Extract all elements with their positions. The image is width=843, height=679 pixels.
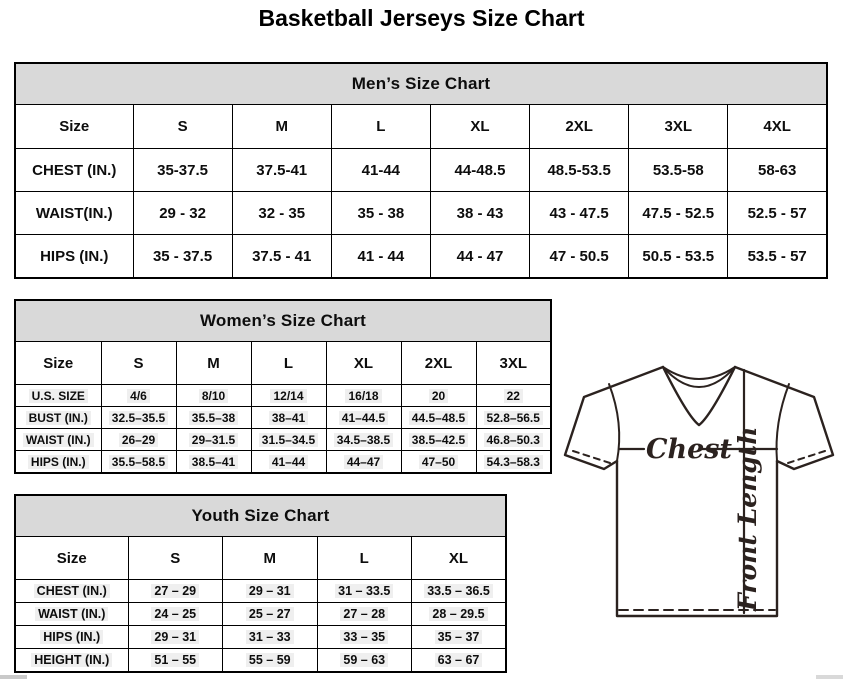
highlighted-text: 27 – 29 — [151, 584, 199, 598]
size-cell — [476, 407, 551, 429]
column-header: XL — [326, 342, 401, 385]
size-cell — [251, 429, 326, 451]
highlighted-text: 41–44 — [269, 455, 308, 469]
highlighted-text: 59 – 63 — [340, 653, 388, 667]
size-cell: 44 - 47 — [430, 235, 529, 279]
size-cell — [401, 429, 476, 451]
size-cell — [223, 580, 318, 603]
highlighted-text: 4/6 — [127, 389, 150, 403]
size-cell — [412, 580, 507, 603]
size-cell — [326, 429, 401, 451]
table-title: Men’s Size Chart — [15, 63, 827, 105]
column-header: M — [176, 342, 251, 385]
womens-size-chart-table — [14, 299, 552, 474]
highlighted-text: 29 – 31 — [151, 630, 199, 644]
size-table — [14, 494, 507, 673]
left-sleeve-cuff-dash — [573, 451, 610, 463]
column-header: 4XL — [728, 105, 827, 149]
size-cell: 58-63 — [728, 149, 827, 192]
highlighted-text: WAIST (IN.) — [23, 433, 94, 447]
highlighted-text: 27 – 28 — [340, 607, 388, 621]
size-cell — [326, 407, 401, 429]
size-cell — [326, 451, 401, 474]
size-cell — [128, 580, 223, 603]
size-cell — [412, 626, 507, 649]
highlighted-text: 47–50 — [419, 455, 458, 469]
size-cell — [101, 429, 176, 451]
row-label — [15, 407, 101, 429]
highlighted-text: 31 – 33.5 — [335, 584, 393, 598]
column-header: M — [232, 105, 331, 149]
highlighted-text: HIPS (IN.) — [40, 630, 103, 644]
size-cell — [101, 451, 176, 474]
size-cell — [223, 603, 318, 626]
size-cell: 38 - 43 — [430, 192, 529, 235]
highlighted-text: 41–44.5 — [339, 411, 388, 425]
size-cell — [176, 451, 251, 474]
size-cell — [251, 451, 326, 474]
highlighted-text: 25 – 27 — [246, 607, 294, 621]
table-title: Youth Size Chart — [15, 495, 506, 537]
highlighted-text: 8/10 — [199, 389, 228, 403]
highlighted-text: 35 – 37 — [435, 630, 483, 644]
row-label: HIPS (IN.) — [15, 235, 133, 279]
size-cell — [476, 451, 551, 474]
row-label — [15, 429, 101, 451]
highlighted-text: 16/18 — [345, 389, 381, 403]
highlighted-text: HIPS (IN.) — [28, 455, 89, 469]
column-header: 3XL — [629, 105, 728, 149]
size-cell — [128, 626, 223, 649]
size-cell — [326, 385, 401, 407]
size-cell — [476, 385, 551, 407]
row-label — [15, 626, 128, 649]
column-header: Size — [15, 105, 133, 149]
size-cell: 35 - 37.5 — [133, 235, 232, 279]
page-edge-artifact-right — [816, 675, 843, 679]
size-table — [14, 299, 552, 474]
size-cell: 29 - 32 — [133, 192, 232, 235]
collar-v-outline — [663, 367, 735, 425]
column-header: S — [133, 105, 232, 149]
row-label — [15, 603, 128, 626]
column-header: XL — [412, 537, 507, 580]
column-header: S — [128, 537, 223, 580]
front-length-label: Front Length — [733, 426, 762, 611]
highlighted-text: 29–31.5 — [189, 433, 238, 447]
column-header: L — [331, 105, 430, 149]
column-header: Size — [15, 342, 101, 385]
highlighted-text: BUST (IN.) — [26, 411, 91, 425]
highlighted-text: 29 – 31 — [246, 584, 294, 598]
highlighted-text: 35.5–58.5 — [109, 455, 168, 469]
row-label: CHEST (IN.) — [15, 149, 133, 192]
highlighted-text: WAIST (IN.) — [35, 607, 108, 621]
column-header: 3XL — [476, 342, 551, 385]
highlighted-text: 33.5 – 36.5 — [424, 584, 493, 598]
highlighted-text: 44–47 — [344, 455, 383, 469]
size-cell: 50.5 - 53.5 — [629, 235, 728, 279]
highlighted-text: 38.5–41 — [189, 455, 238, 469]
left-armhole-seam — [609, 384, 619, 461]
row-label: WAIST(IN.) — [15, 192, 133, 235]
jersey-measurement-diagram — [560, 360, 840, 630]
highlighted-text: 26–29 — [119, 433, 158, 447]
column-header: M — [223, 537, 318, 580]
column-header: L — [251, 342, 326, 385]
size-cell: 53.5 - 57 — [728, 235, 827, 279]
page-edge-artifact-left — [0, 675, 27, 679]
highlighted-text: 51 – 55 — [151, 653, 199, 667]
right-armhole-seam — [777, 384, 790, 461]
size-cell — [101, 385, 176, 407]
row-label — [15, 385, 101, 407]
size-cell — [176, 385, 251, 407]
size-cell: 53.5-58 — [629, 149, 728, 192]
column-header: Size — [15, 537, 128, 580]
column-header: L — [317, 537, 412, 580]
row-label — [15, 451, 101, 474]
highlighted-text: 32.5–35.5 — [109, 411, 168, 425]
right-sleeve-cuff-dash — [788, 451, 825, 463]
highlighted-text: 46.8–50.3 — [484, 433, 543, 447]
size-cell — [176, 429, 251, 451]
size-cell: 52.5 - 57 — [728, 192, 827, 235]
highlighted-text: 55 – 59 — [246, 653, 294, 667]
size-cell — [476, 429, 551, 451]
page-title: Basketball Jerseys Size Chart — [258, 5, 585, 31]
column-header: 2XL — [401, 342, 476, 385]
highlighted-text: 31 – 33 — [246, 630, 294, 644]
highlighted-text: U.S. SIZE — [29, 389, 88, 403]
table-title: Women’s Size Chart — [15, 300, 551, 342]
column-header: XL — [430, 105, 529, 149]
size-cell — [317, 603, 412, 626]
column-header: 2XL — [530, 105, 629, 149]
size-cell — [401, 407, 476, 429]
size-cell — [128, 649, 223, 673]
size-cell — [128, 603, 223, 626]
size-cell — [223, 649, 318, 673]
size-cell: 44-48.5 — [430, 149, 529, 192]
highlighted-text: 12/14 — [270, 389, 306, 403]
size-cell — [251, 407, 326, 429]
row-label — [15, 649, 128, 673]
size-cell: 41 - 44 — [331, 235, 430, 279]
highlighted-text: CHEST (IN.) — [34, 584, 110, 598]
size-cell — [223, 626, 318, 649]
highlighted-text: 44.5–48.5 — [409, 411, 468, 425]
size-cell: 35 - 38 — [331, 192, 430, 235]
size-cell — [401, 451, 476, 474]
size-cell — [401, 385, 476, 407]
highlighted-text: 33 – 35 — [340, 630, 388, 644]
chest-label: Chest — [646, 434, 732, 465]
row-label — [15, 580, 128, 603]
highlighted-text: 52.8–56.5 — [484, 411, 543, 425]
size-cell — [176, 407, 251, 429]
size-cell: 47 - 50.5 — [530, 235, 629, 279]
size-cell — [317, 649, 412, 673]
size-cell: 47.5 - 52.5 — [629, 192, 728, 235]
highlighted-text: 24 – 25 — [151, 607, 199, 621]
collar-band-arc — [663, 367, 735, 387]
highlighted-text: 34.5–38.5 — [334, 433, 393, 447]
size-cell: 48.5-53.5 — [530, 149, 629, 192]
highlighted-text: 38–41 — [269, 411, 308, 425]
highlighted-text: 63 – 67 — [435, 653, 483, 667]
highlighted-text: 31.5–34.5 — [259, 433, 318, 447]
highlighted-text: 38.5–42.5 — [409, 433, 468, 447]
size-cell — [101, 407, 176, 429]
highlighted-text: 20 — [429, 389, 448, 403]
size-cell — [412, 603, 507, 626]
size-cell: 32 - 35 — [232, 192, 331, 235]
size-cell: 37.5 - 41 — [232, 235, 331, 279]
size-cell — [317, 580, 412, 603]
highlighted-text: HEIGHT (IN.) — [31, 653, 112, 667]
youth-size-chart-table — [14, 494, 507, 673]
highlighted-text: 22 — [504, 389, 523, 403]
size-cell — [251, 385, 326, 407]
highlighted-text: 54.3–58.3 — [484, 455, 543, 469]
size-cell: 43 - 47.5 — [530, 192, 629, 235]
size-cell — [412, 649, 507, 673]
size-table — [14, 62, 828, 279]
mens-size-chart-table — [14, 62, 828, 279]
size-cell: 35-37.5 — [133, 149, 232, 192]
highlighted-text: 35.5–38 — [189, 411, 238, 425]
size-cell — [317, 626, 412, 649]
highlighted-text: 28 – 29.5 — [429, 607, 487, 621]
size-cell: 37.5-41 — [232, 149, 331, 192]
size-cell: 41-44 — [331, 149, 430, 192]
column-header: S — [101, 342, 176, 385]
